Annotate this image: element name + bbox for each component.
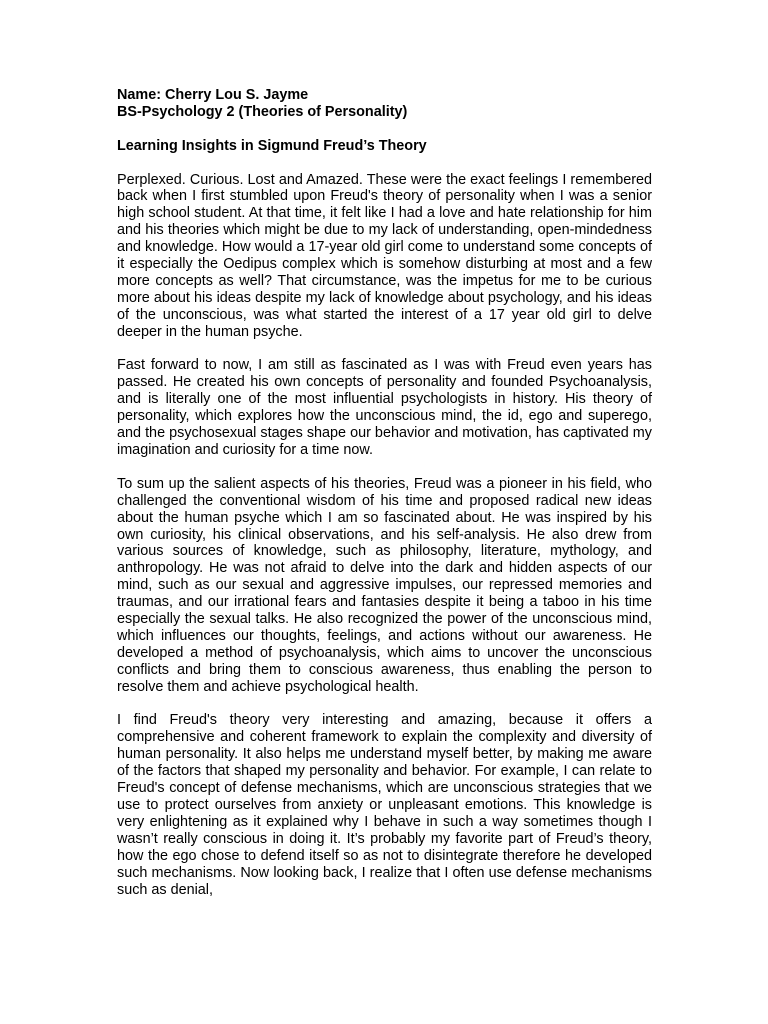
paragraph-2: Fast forward to now, I am still as fascinated as I was with Freud even years has passed. He created his own concepts of personality and founded Psychoanalysis, and is literally one of the most influential psychologists in history. His theory of personality, which explores how the unconscious mind, the id, ego and superego, and the psychosexual stages shape our behavior and motivation, has captivated my imagination and curiosity for a time now.: [117, 357, 652, 458]
document-page: [117, 87, 652, 898]
paragraph-3: To sum up the salient aspects of his theories, Freud was a pioneer in his field, who challenged the conventional wisdom of his time and proposed radical new ideas about the human psyche which I am so fascinated about. He was inspired by his own curiosity, his clinical observations, and his self-analysis. He also drew from various sources of knowledge, such as philosophy, literature, mythology, and anthropology. He was not afraid to delve into the dark and hidden aspects of our mind, such as our sexual and aggressive impulses, our repressed memories and traumas, and our irrational fears and fantasies despite it being a taboo in his time especially the sexual talks. He also recognized the power of the unconscious mind, which influences our thoughts, feelings, and actions without our awareness. He developed a method of psychoanalysis, which aims to uncover the unconscious conflicts and bring them to conscious awareness, thus enabling the person to resolve them and achieve psychological health.: [117, 475, 652, 695]
author-name: Name: Cherry Lou S. Jayme: [117, 87, 309, 103]
paragraph-1: Perplexed. Curious. Lost and Amazed. These were the exact feelings I remembered back when I first stumbled upon Freud's theory of personality when I was a senior high school student. At that time, it felt like I had a love and hate relationship for him and his theories which might be due to my lack of understanding, open-mindedness and knowledge. How would a 17-year old girl come to understand some concepts of it especially the Oedipus complex which is somehow disturbing at most and a few more concepts as well? That circumstance, was the impetus for me to be curious more about his ideas despite my lack of knowledge about psychology, and his ideas of the unconscious, was what started the interest of a 17 year old girl to delve deeper in the human psyche.: [117, 171, 652, 340]
course-line: BS-Psychology 2 (Theories of Personality): [117, 103, 408, 120]
document-title: Learning Insights in Sigmund Freud’s Theory: [117, 137, 427, 154]
paragraph-4: I find Freud's theory very interesting and amazing, because it offers a comprehensive and coherent framework to explain the complexity and diversity of human personality. It also helps me understand myself better, by making me aware of the factors that shaped my personality and behavior. For example, I can relate to Freud's concept of defense mechanisms, which are unconscious strategies that we use to protect ourselves from anxiety or unpleasant emotions. This knowledge is very enlightening as it explained why I behave in such a way sometimes though I wasn’t really conscious in doing it. It’s probably my favorite part of Freud’s theory, how the ego chose to defend itself so as not to disintegrate therefore he developed such mechanisms. Now looking back, I realize that I often use defense mechanisms such as denial,: [117, 712, 652, 898]
